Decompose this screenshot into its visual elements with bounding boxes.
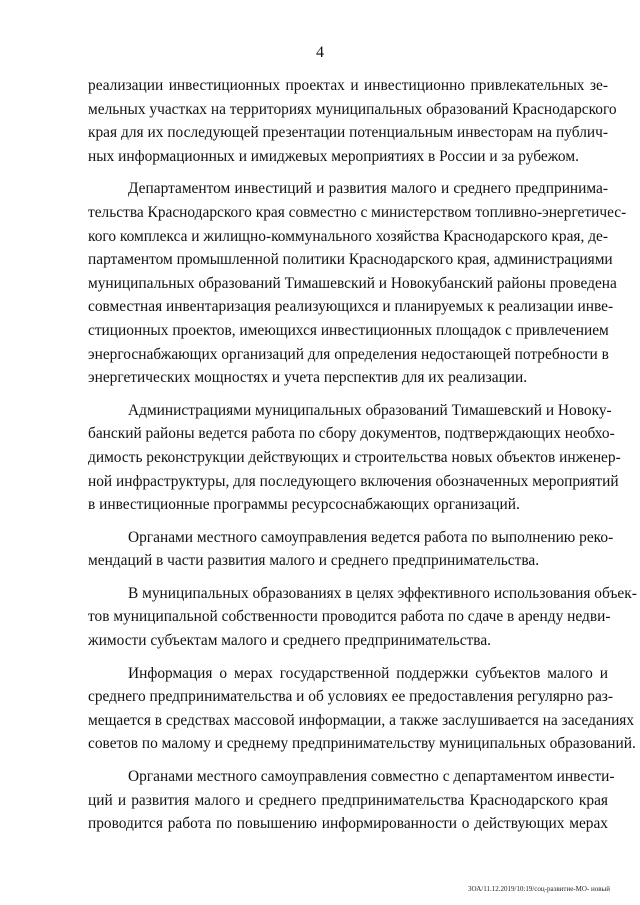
text-line: тельства Краснодарского края совместно с министерством топливно-энергетичес- — [88, 203, 627, 221]
text-line: в инвестиционные программы ресурсоснабжающих организаций. — [88, 496, 520, 514]
text-line: Департаментом инвестиций и развития малого и среднего предпринима- — [128, 180, 608, 198]
page-number: 4 — [316, 44, 324, 61]
text-line: ной инфраструктуры, для последующего включения обозначенных мероприятий — [88, 472, 619, 490]
text-line: среднего предпринимательства и об условиях ее предоставления регулярно раз- — [88, 688, 614, 706]
paragraph — [88, 526, 614, 573]
paragraph — [88, 582, 637, 653]
text-line: мельных участках на территориях муниципальных образований Краснодарского — [88, 100, 617, 118]
text-line: банский районы ведется работа по сбору документов, подтверждающих необхо- — [88, 425, 615, 443]
text-line: жимости субъектам малого и среднего предпринимательства. — [88, 632, 492, 650]
paragraph — [88, 399, 621, 517]
document-body — [88, 74, 637, 836]
text-line: ных информационных и имиджевых мероприятиях в России и за рубежом. — [88, 147, 579, 165]
text-line: Органами местного самоуправления совместно с департаментом инвести- — [128, 768, 615, 786]
text-line: мещается в средствах массовой информации, а также заслушивается на заседаниях — [88, 711, 635, 729]
text-line: Администрациями муниципальных образований Тимашевский и Новоку- — [128, 401, 612, 419]
text-line: совместная инвентаризация реализующихся и планируемых к реализации инве- — [88, 298, 614, 316]
text-line: энергетических мощностях и учета перспектив для их реализации. — [88, 369, 528, 387]
text-line: димость реконструкции действующих и строительства новых объектов инженер- — [88, 448, 621, 466]
paragraph — [88, 177, 627, 389]
text-line: ций и развития малого и среднего предпринимательства Краснодарского края — [88, 791, 608, 809]
text-line: партаментом промышленной политики Краснодарского края, администрациями — [88, 251, 613, 269]
text-line: Органами местного самоуправления ведется работа по выполнению реко- — [128, 528, 614, 546]
text-line: стиционных проектов, имеющихся инвестиционных площадок с привлечением — [88, 321, 609, 339]
text-line: Информация о мерах государственной поддержки субъектов малого и — [128, 664, 608, 682]
text-line: советов по малому и среднему предпринимательству муниципальных образований. — [88, 735, 636, 753]
document-footer-stamp: 3ОА/11.12.2019/10:19/соц-развитие-МО- новый — [468, 885, 610, 893]
text-line: энергоснабжающих организаций для определения недостающей потребности в — [88, 345, 609, 363]
text-line: проводится работа по повышению информированности о действующих мерах — [88, 815, 608, 833]
text-line: реализации инвестиционных проектах и инвестиционно привлекательных зе- — [88, 77, 608, 94]
paragraph — [88, 765, 615, 836]
paragraph — [88, 662, 636, 756]
text-line: края для их последующей презентации потенциальным инвесторам на публич- — [88, 124, 608, 142]
text-line: мендаций в части развития малого и среднего предпринимательства. — [88, 552, 540, 570]
text-line: В муниципальных образованиях в целях эффективного использования объек- — [128, 584, 637, 602]
text-line: тов муниципальной собственности проводится работа по сдаче в аренду недви- — [88, 608, 611, 626]
paragraph — [88, 74, 617, 168]
text-line: муниципальных образований Тимашевский и Новокубанский районы проведена — [88, 274, 617, 292]
text-line: кого комплекса и жилищно-коммунального хозяйства Краснодарского края, де- — [88, 227, 608, 245]
